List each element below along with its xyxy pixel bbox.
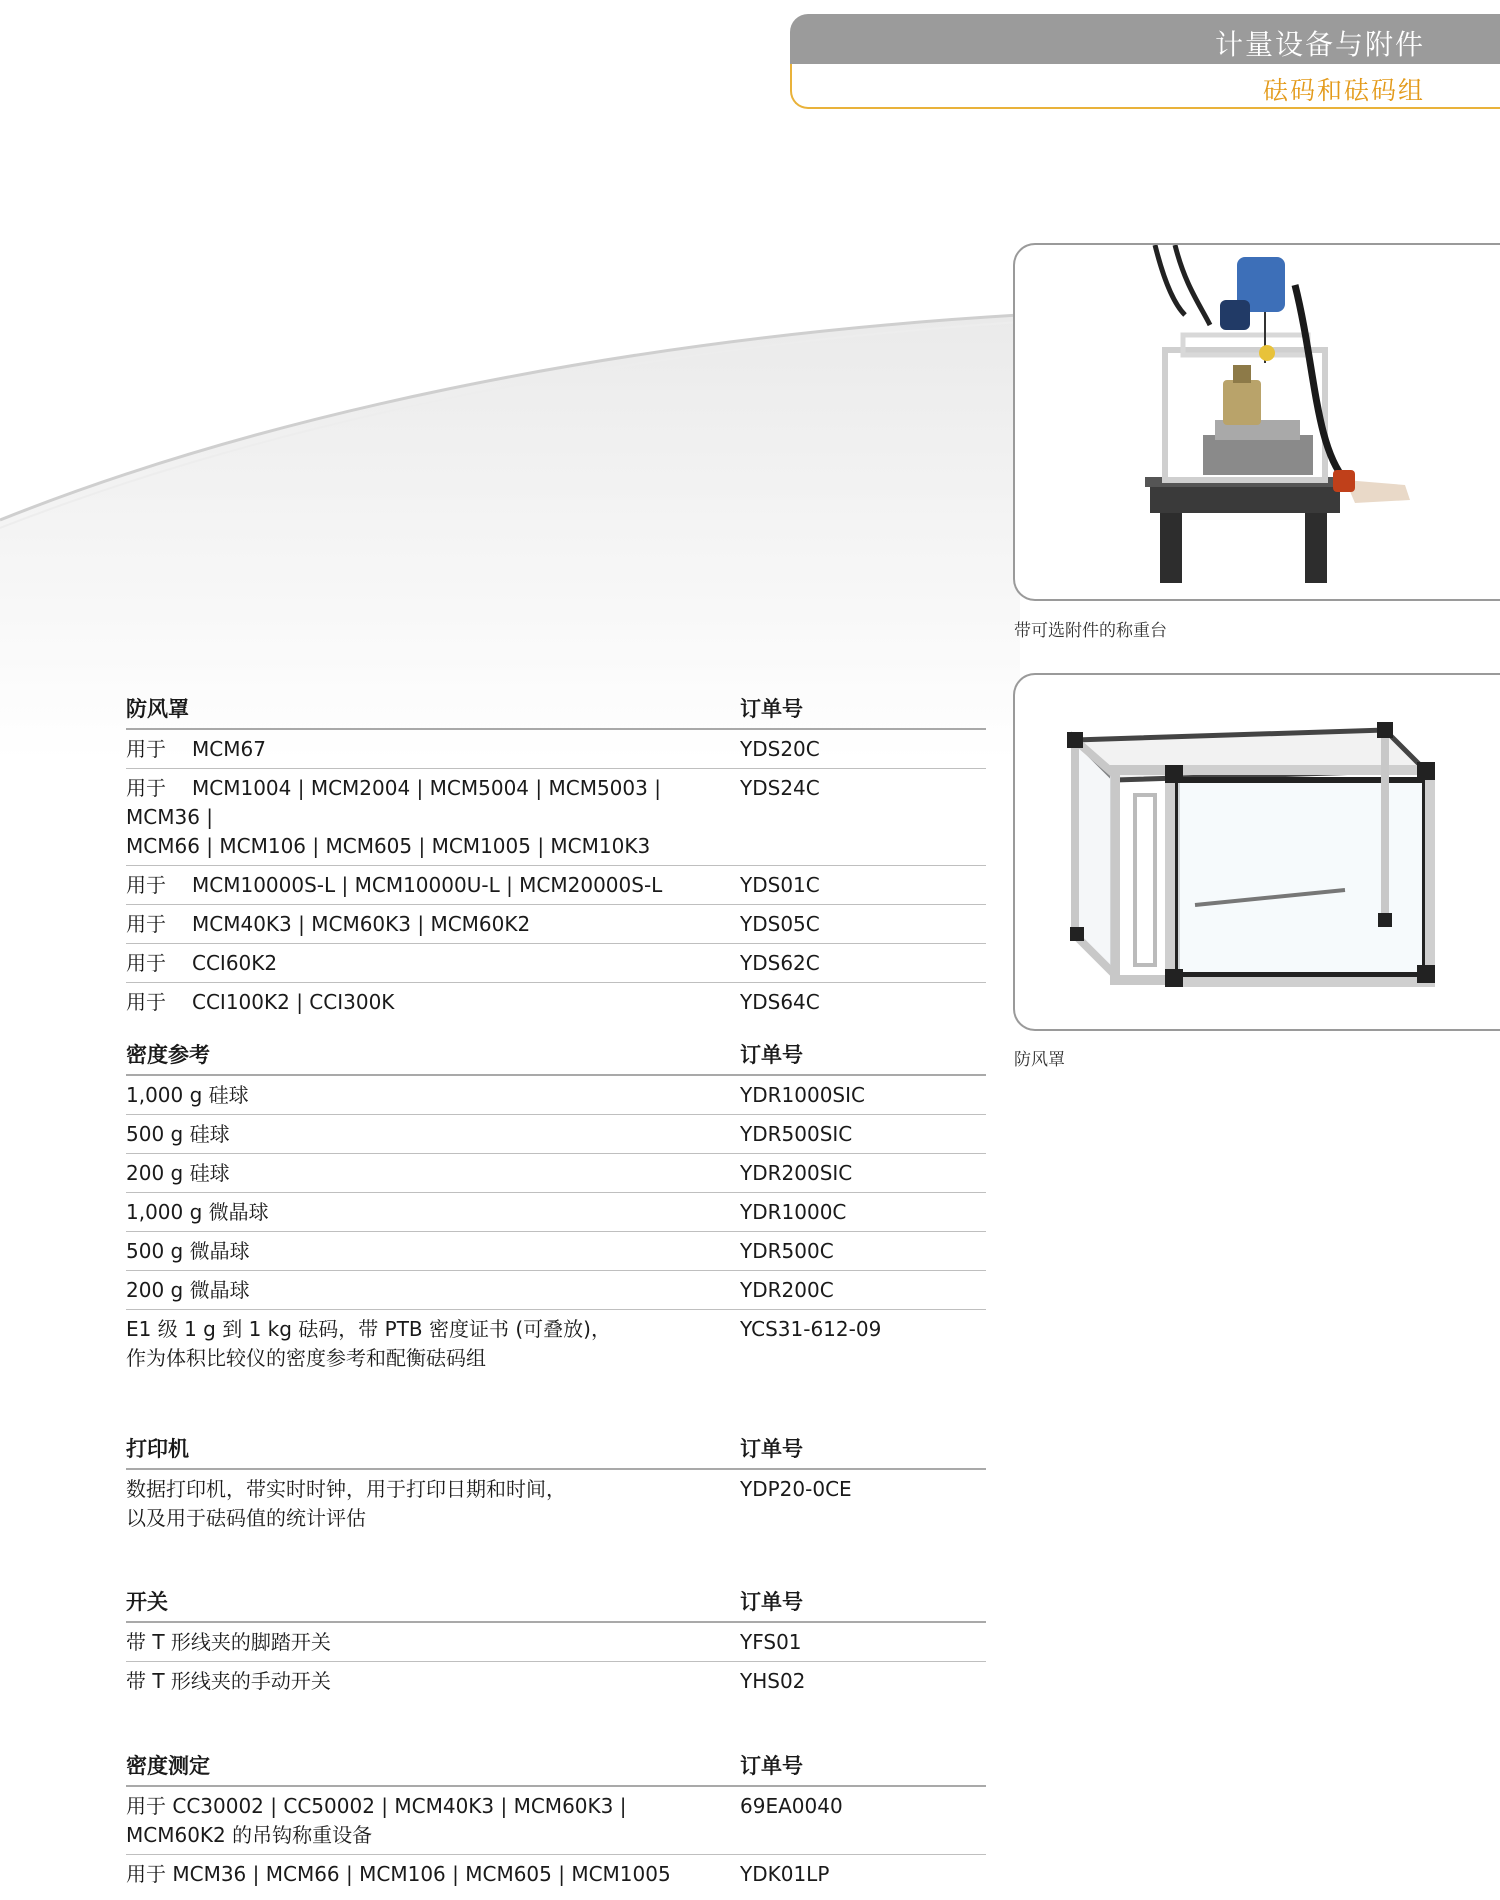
table-row <box>126 905 986 944</box>
page-title: 计量设备与附件 <box>1214 28 1425 61</box>
row-prefix: 用于 <box>126 912 166 936</box>
section-density-reference <box>126 1040 986 1377</box>
row-desc: MCM1004 | MCM2004 | MCM5004 | MCM5003 | MCM36 | <box>126 776 661 829</box>
section-header <box>126 1751 986 1787</box>
row-desc: MCM10000S-L | MCM10000U-L | MCM20000S-L <box>192 873 663 897</box>
order-number: YCS31-612-09 <box>740 1317 882 1341</box>
table-row <box>126 1154 986 1193</box>
table-row <box>126 983 986 1021</box>
order-number: YDR1000SIC <box>740 1083 865 1107</box>
order-number-header: 订单号 <box>740 1043 803 1067</box>
row-desc: 用于 MCM36 | MCM66 | MCM106 | MCM605 | MCM1005 <box>126 1862 671 1886</box>
order-number: YDR500SIC <box>740 1122 853 1146</box>
order-number: YDS64C <box>740 990 820 1014</box>
order-number-header: 订单号 <box>740 1590 803 1614</box>
order-number: YDR500C <box>740 1239 834 1263</box>
row-desc: 带 T 形线夹的手动开关 <box>126 1669 331 1693</box>
order-number: YDR1000C <box>740 1200 847 1224</box>
table-row <box>126 730 986 769</box>
table-row <box>126 769 986 866</box>
row-desc: E1 级 1 g 到 1 kg 砝码，带 PTB 密度证书 (可叠放)， <box>126 1317 611 1341</box>
row-desc: 500 g 硅球 <box>126 1122 230 1146</box>
table-row <box>126 1310 986 1377</box>
header-subbar <box>790 64 1500 109</box>
section-title: 开关 <box>126 1590 168 1614</box>
section-title: 密度参考 <box>126 1043 210 1067</box>
order-number: 69EA0040 <box>740 1794 843 1818</box>
row-desc: 200 g 微晶球 <box>126 1278 250 1302</box>
row-desc: 200 g 硅球 <box>126 1161 230 1185</box>
order-number: YDS24C <box>740 776 820 800</box>
row-desc-line2: 作为体积比较仪的密度参考和配衡砝码组 <box>126 1346 486 1370</box>
row-desc-line2: MCM66 | MCM106 | MCM605 | MCM1005 | MCM10K3 <box>126 834 651 858</box>
table-row <box>126 1623 986 1662</box>
row-desc: 带 T 形线夹的脚踏开关 <box>126 1630 331 1654</box>
order-number-header: 订单号 <box>740 1437 803 1461</box>
table-row <box>126 1271 986 1310</box>
table-row <box>126 1855 986 1893</box>
order-number: YDP20-0CE <box>740 1477 852 1501</box>
order-number: YDR200C <box>740 1278 834 1302</box>
order-number: YHS02 <box>740 1669 806 1693</box>
header-bar <box>790 14 1500 64</box>
order-number: YDS20C <box>740 737 820 761</box>
row-prefix: 用于 <box>126 873 166 897</box>
photo-caption: 带可选附件的称重台 <box>1014 621 1167 641</box>
weighing-station-photo <box>1013 243 1500 601</box>
section-title: 密度测定 <box>126 1754 210 1778</box>
row-desc: CCI60K2 <box>192 951 278 975</box>
row-desc-line2: 以及用于砝码值的统计评估 <box>126 1506 366 1530</box>
row-desc: 数据打印机，带实时时钟，用于打印日期和时间， <box>126 1477 566 1501</box>
row-desc: CCI100K2 | CCI300K <box>192 990 395 1014</box>
table-row <box>126 1470 986 1537</box>
page-subtitle: 砝码和砝码组 <box>1262 76 1425 105</box>
row-desc: 用于 CC30002 | CC50002 | MCM40K3 | MCM60K3 | <box>126 1794 627 1818</box>
draft-shield-photo <box>1013 673 1500 1031</box>
order-number: YDS62C <box>740 951 820 975</box>
section-title: 防风罩 <box>126 697 189 721</box>
section-switch <box>126 1587 986 1700</box>
row-desc: 1,000 g 微晶球 <box>126 1200 269 1224</box>
row-prefix: 用于 <box>126 990 166 1014</box>
order-number: YDR200SIC <box>740 1161 853 1185</box>
row-prefix: 用于 <box>126 737 166 761</box>
table-row <box>126 1787 986 1855</box>
row-prefix: 用于 <box>126 951 166 975</box>
background-swoosh <box>0 0 1020 760</box>
section-header <box>126 1434 986 1470</box>
section-header <box>126 1587 986 1623</box>
order-number-header: 订单号 <box>740 697 803 721</box>
row-desc: MCM40K3 | MCM60K3 | MCM60K2 <box>192 912 531 936</box>
section-draft-shield <box>126 694 986 1021</box>
row-desc: 500 g 微晶球 <box>126 1239 250 1263</box>
row-prefix: 用于 <box>126 776 166 800</box>
order-number: YFS01 <box>740 1630 802 1654</box>
row-desc-line2: MCM60K2 的吊钩称重设备 <box>126 1823 373 1847</box>
order-number: YDS05C <box>740 912 820 936</box>
table-row <box>126 1662 986 1700</box>
table-row <box>126 944 986 983</box>
order-number: YDK01LP <box>740 1862 830 1886</box>
row-desc: MCM67 <box>192 737 266 761</box>
order-number-header: 订单号 <box>740 1754 803 1778</box>
section-title: 打印机 <box>126 1437 189 1461</box>
section-density-measurement <box>126 1751 986 1893</box>
table-row <box>126 1115 986 1154</box>
table-row <box>126 1232 986 1271</box>
table-row <box>126 1193 986 1232</box>
header-tab <box>790 14 1500 109</box>
order-number: YDS01C <box>740 873 820 897</box>
section-printer <box>126 1434 986 1537</box>
section-header <box>126 1040 986 1076</box>
table-row <box>126 866 986 905</box>
section-header <box>126 694 986 730</box>
photo-caption: 防风罩 <box>1014 1050 1065 1070</box>
table-row <box>126 1076 986 1115</box>
row-desc: 1,000 g 硅球 <box>126 1083 249 1107</box>
